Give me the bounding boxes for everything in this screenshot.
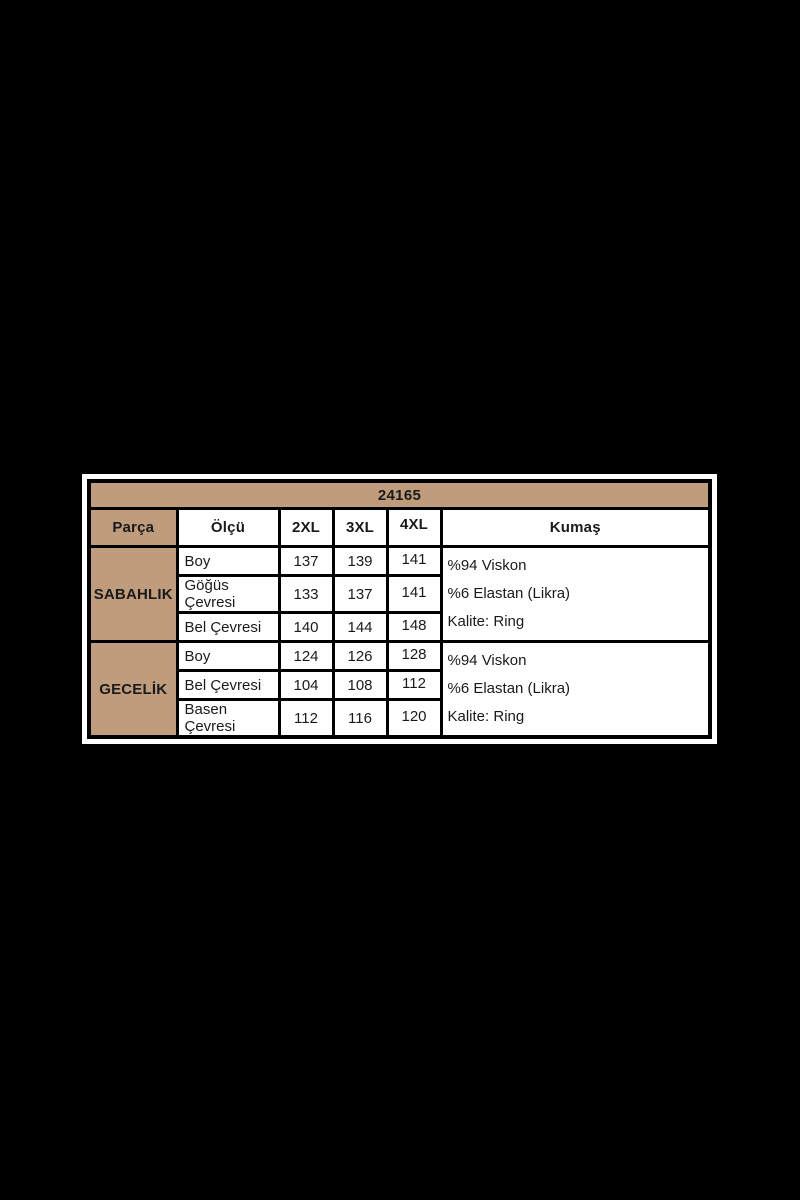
measure-label: Bel Çevresi	[177, 613, 279, 642]
column-header-parca: Parça	[89, 509, 177, 547]
size-value-2xl: 112	[279, 700, 333, 738]
measure-label: Boy	[177, 642, 279, 671]
fabric-line: %94 Viskon	[447, 652, 527, 669]
column-header-2xl: 2XL	[279, 509, 333, 547]
measure-label: Boy	[177, 547, 279, 576]
size-value-2xl: 104	[279, 671, 333, 700]
measure-label: Basen Çevresi	[177, 700, 279, 738]
column-header-kumas: Kumaş	[441, 509, 710, 547]
size-chart-table	[87, 479, 712, 739]
size-value-4xl: 141	[387, 547, 441, 576]
column-header-3xl: 3XL	[333, 509, 387, 547]
size-value-4xl: 141	[387, 576, 441, 613]
size-value-2xl: 140	[279, 613, 333, 642]
group-label-gecelik: GECELİK	[89, 642, 177, 738]
fabric-line: %6 Elastan (Likra)	[447, 680, 571, 697]
column-header-olcu: Ölçü	[177, 509, 279, 547]
size-value-2xl: 124	[279, 642, 333, 671]
group-label-sabahlik: SABAHLIK	[89, 547, 177, 642]
fabric-info-gecelik	[441, 642, 710, 738]
size-value-2xl: 137	[279, 547, 333, 576]
size-value-3xl: 126	[333, 642, 387, 671]
fabric-info-sabahlik	[441, 547, 710, 642]
fabric-line: %6 Elastan (Likra)	[447, 585, 571, 602]
size-value-4xl: 120	[387, 700, 441, 738]
measure-label: Bel Çevresi	[177, 671, 279, 700]
table-row	[89, 547, 710, 576]
size-value-4xl: 112	[387, 671, 441, 700]
size-value-3xl: 137	[333, 576, 387, 613]
table-row	[89, 642, 710, 671]
fabric-line: %94 Viskon	[447, 557, 527, 574]
size-chart-card	[82, 474, 717, 744]
measure-label: Göğüs Çevresi	[177, 576, 279, 613]
size-value-3xl: 144	[333, 613, 387, 642]
size-value-3xl: 108	[333, 671, 387, 700]
fabric-line: Kalite: Ring	[447, 708, 525, 725]
size-value-2xl: 133	[279, 576, 333, 613]
size-value-3xl: 139	[333, 547, 387, 576]
column-header-row	[89, 509, 710, 547]
product-code: 24165	[89, 481, 710, 509]
column-header-4xl-label: 4XL	[399, 516, 429, 533]
fabric-line: Kalite: Ring	[447, 613, 525, 630]
product-code-row	[89, 481, 710, 509]
column-header-4xl	[387, 509, 441, 547]
size-value-4xl: 148	[387, 613, 441, 642]
size-value-3xl: 116	[333, 700, 387, 738]
size-value-4xl: 128	[387, 642, 441, 671]
